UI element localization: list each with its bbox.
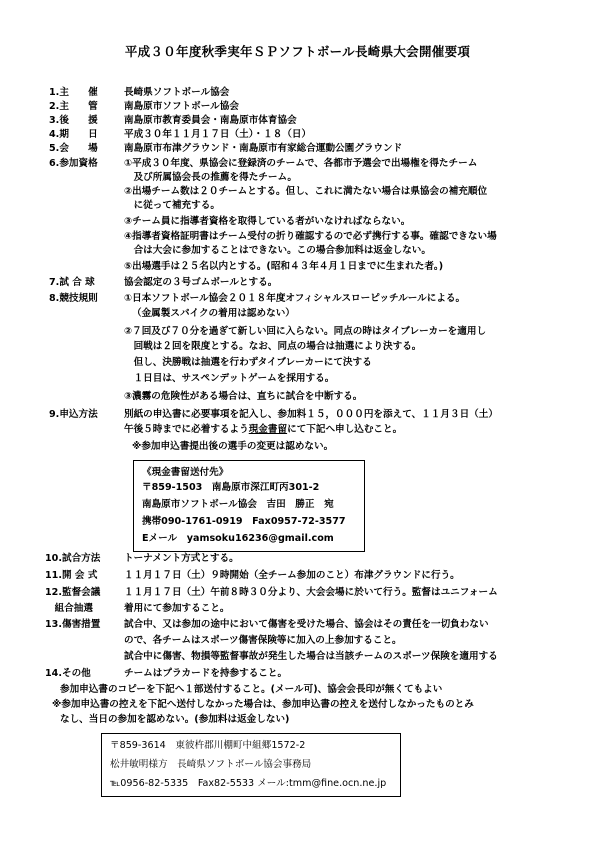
section-line: なし、当日の参加を認めない。(参加料は返金しない) — [60, 714, 290, 725]
section-line: チームはプラカードを持参すること。 — [124, 668, 288, 679]
address-email: Eメール yamsoku16236@gmail.com — [142, 533, 334, 544]
section-line: に従って補充する。 — [124, 200, 220, 211]
item-label: 11.開 会 式 — [45, 570, 98, 581]
item-label: 12.監督会議 — [45, 587, 101, 598]
item-label: 4.期 日 — [49, 129, 98, 140]
section-line: ⑤出場選手は２５名以内とする。(昭和４３年４月１日までに生まれた者。) — [124, 261, 444, 272]
section-label: 14.その他 — [45, 668, 91, 679]
item-label: 2.主 管 — [49, 101, 98, 112]
section-line: （金属製スパイクの着用は認めない） — [132, 308, 295, 319]
item-text: 南島原市ソフトボール協会 — [124, 101, 239, 112]
section-line: 試合中、又は参加の途中において傷害を受けた場合、協会はその責任を一切負わない — [124, 619, 489, 630]
section-label: 9.申込方法 — [49, 409, 98, 420]
item-label: 組合抽選 — [45, 603, 93, 614]
section-line: ①日本ソフトボール協会２０１８年度オフィシャルスローピッチルールによる。 — [124, 293, 466, 304]
section-note: ※参加申込書提出後の選手の変更は認めない。 — [132, 441, 334, 452]
section-line: ので、各チームはスポーツ傷害保険等に加入の上参加すること。 — [124, 635, 402, 646]
section-line: ③チーム員に指導者資格を取得している者がいなければならない。 — [124, 216, 411, 227]
section-line: 回戦は２回を限度とする。なお、同点の場合は抽選により決する。 — [124, 341, 422, 352]
section-label: 7.試 合 球 — [49, 277, 95, 288]
section-line: １日目は、サスペンデットゲームを採用する。 — [124, 373, 335, 384]
address-org: 南島原市ソフトボール協会 吉田 勝正 宛 — [142, 499, 334, 510]
item-text: 着用にて参加すること。 — [124, 603, 230, 614]
page-title: 平成３０年度秋季実年ＳＰソフトボール長崎県大会開催要項 — [124, 44, 471, 59]
item-label: 3.後 援 — [49, 115, 98, 126]
section-line: ③濃霧の危険性がある場合は、直ちに試合を中断する。 — [124, 391, 363, 402]
section-line: 午後５時までに必着するよう現金書留にて下記へ申し込むこと。 — [124, 424, 403, 435]
item-text: １１月１７日（土）９時開始（全チーム参加のこと）布津グラウンドに行う。 — [124, 570, 460, 581]
section-line: 但し、決勝戦は抽選を行わずタイブレーカーにて決する — [124, 357, 372, 368]
item-text: トーナメント方式とする。 — [124, 553, 239, 564]
section-line: ①平成３０年度、県協会に登録済のチームで、各都市予選会で出場権を得たチーム — [124, 158, 478, 169]
item-label: 1.主 催 — [49, 87, 98, 98]
section-line: ④指導者資格証明書はチーム受付の折り確認するので必ず携行する事。確認できない場 — [124, 231, 497, 242]
item-text: 平成３０年１１月１７日（土）・１８（日） — [124, 129, 312, 140]
section-line: 参加申込書のコピーを下記へ１部送付すること。(メール可)、協会会長印が無くてもよい — [60, 684, 443, 695]
section-line: ②出場チーム数は２０チームとする。但し、これに満たない場合は県協会の補充順位 — [124, 186, 488, 197]
item-text: 長崎県ソフトボール協会 — [124, 87, 230, 98]
section-line: ②７回及び７０分を過ぎて新しい回に入らない。同点の時はタイブレーカーを適用し — [124, 326, 487, 337]
item-label: 10.試合方法 — [45, 553, 101, 564]
section-label: 6.参加資格 — [49, 158, 98, 169]
address-phone: 携帯090-1761-0919 Fax0957-72-3577 — [142, 516, 346, 527]
address-postal: 〒859-1503 南島原市深江町丙301-2 — [142, 482, 320, 493]
section-line: ※参加申込書の控えを下記へ送付しなかった場合は、参加申込書の控えを送付しなかったものとみ — [52, 699, 474, 710]
section-line: 協会認定の３号ゴムボールとする。 — [124, 277, 278, 288]
section-label: 13.傷害措置 — [45, 619, 101, 630]
office-address-box — [101, 733, 401, 797]
office-name: 松井敏明様方 長崎県ソフトボール協会事務局 — [110, 759, 312, 770]
item-label: 5.会 場 — [49, 143, 98, 154]
item-text: 南島原市教育委員会・南島原市体育協会 — [124, 115, 297, 126]
item-text: 南島原市布津グラウンド・南島原市有家総合運動公園グラウンド — [124, 143, 403, 154]
address-box — [133, 460, 365, 552]
address-header: 《現金書留送付先》 — [142, 467, 229, 478]
section-line: 及び所属協会長の推薦を得たチーム。 — [124, 172, 297, 183]
section-label: 8.競技規則 — [49, 293, 98, 304]
item-text: １１月１７日（土）午前８時３０分より、大会会場に於いて行う。監督はユニフォーム — [124, 587, 498, 598]
section-line: 試合中に傷害、物損等監督事故が発生した場合は当該チームのスポーツ保険を適用する — [124, 651, 498, 662]
office-contact: ℡0956-82-5335 Fax82-5533 メール:tmm@fine.ocn.ne.jp — [110, 778, 387, 789]
section-line: 別紙の申込書に必要事項を記入し、参加料１５，０００円を添えて、１１月３日（土） — [124, 409, 498, 420]
section-line: 合は大会に参加することはできない。この場合参加料は返金しない。 — [124, 245, 431, 256]
office-postal: 〒859-3614 東彼杵郡川棚町中組郷1572-2 — [110, 740, 306, 751]
